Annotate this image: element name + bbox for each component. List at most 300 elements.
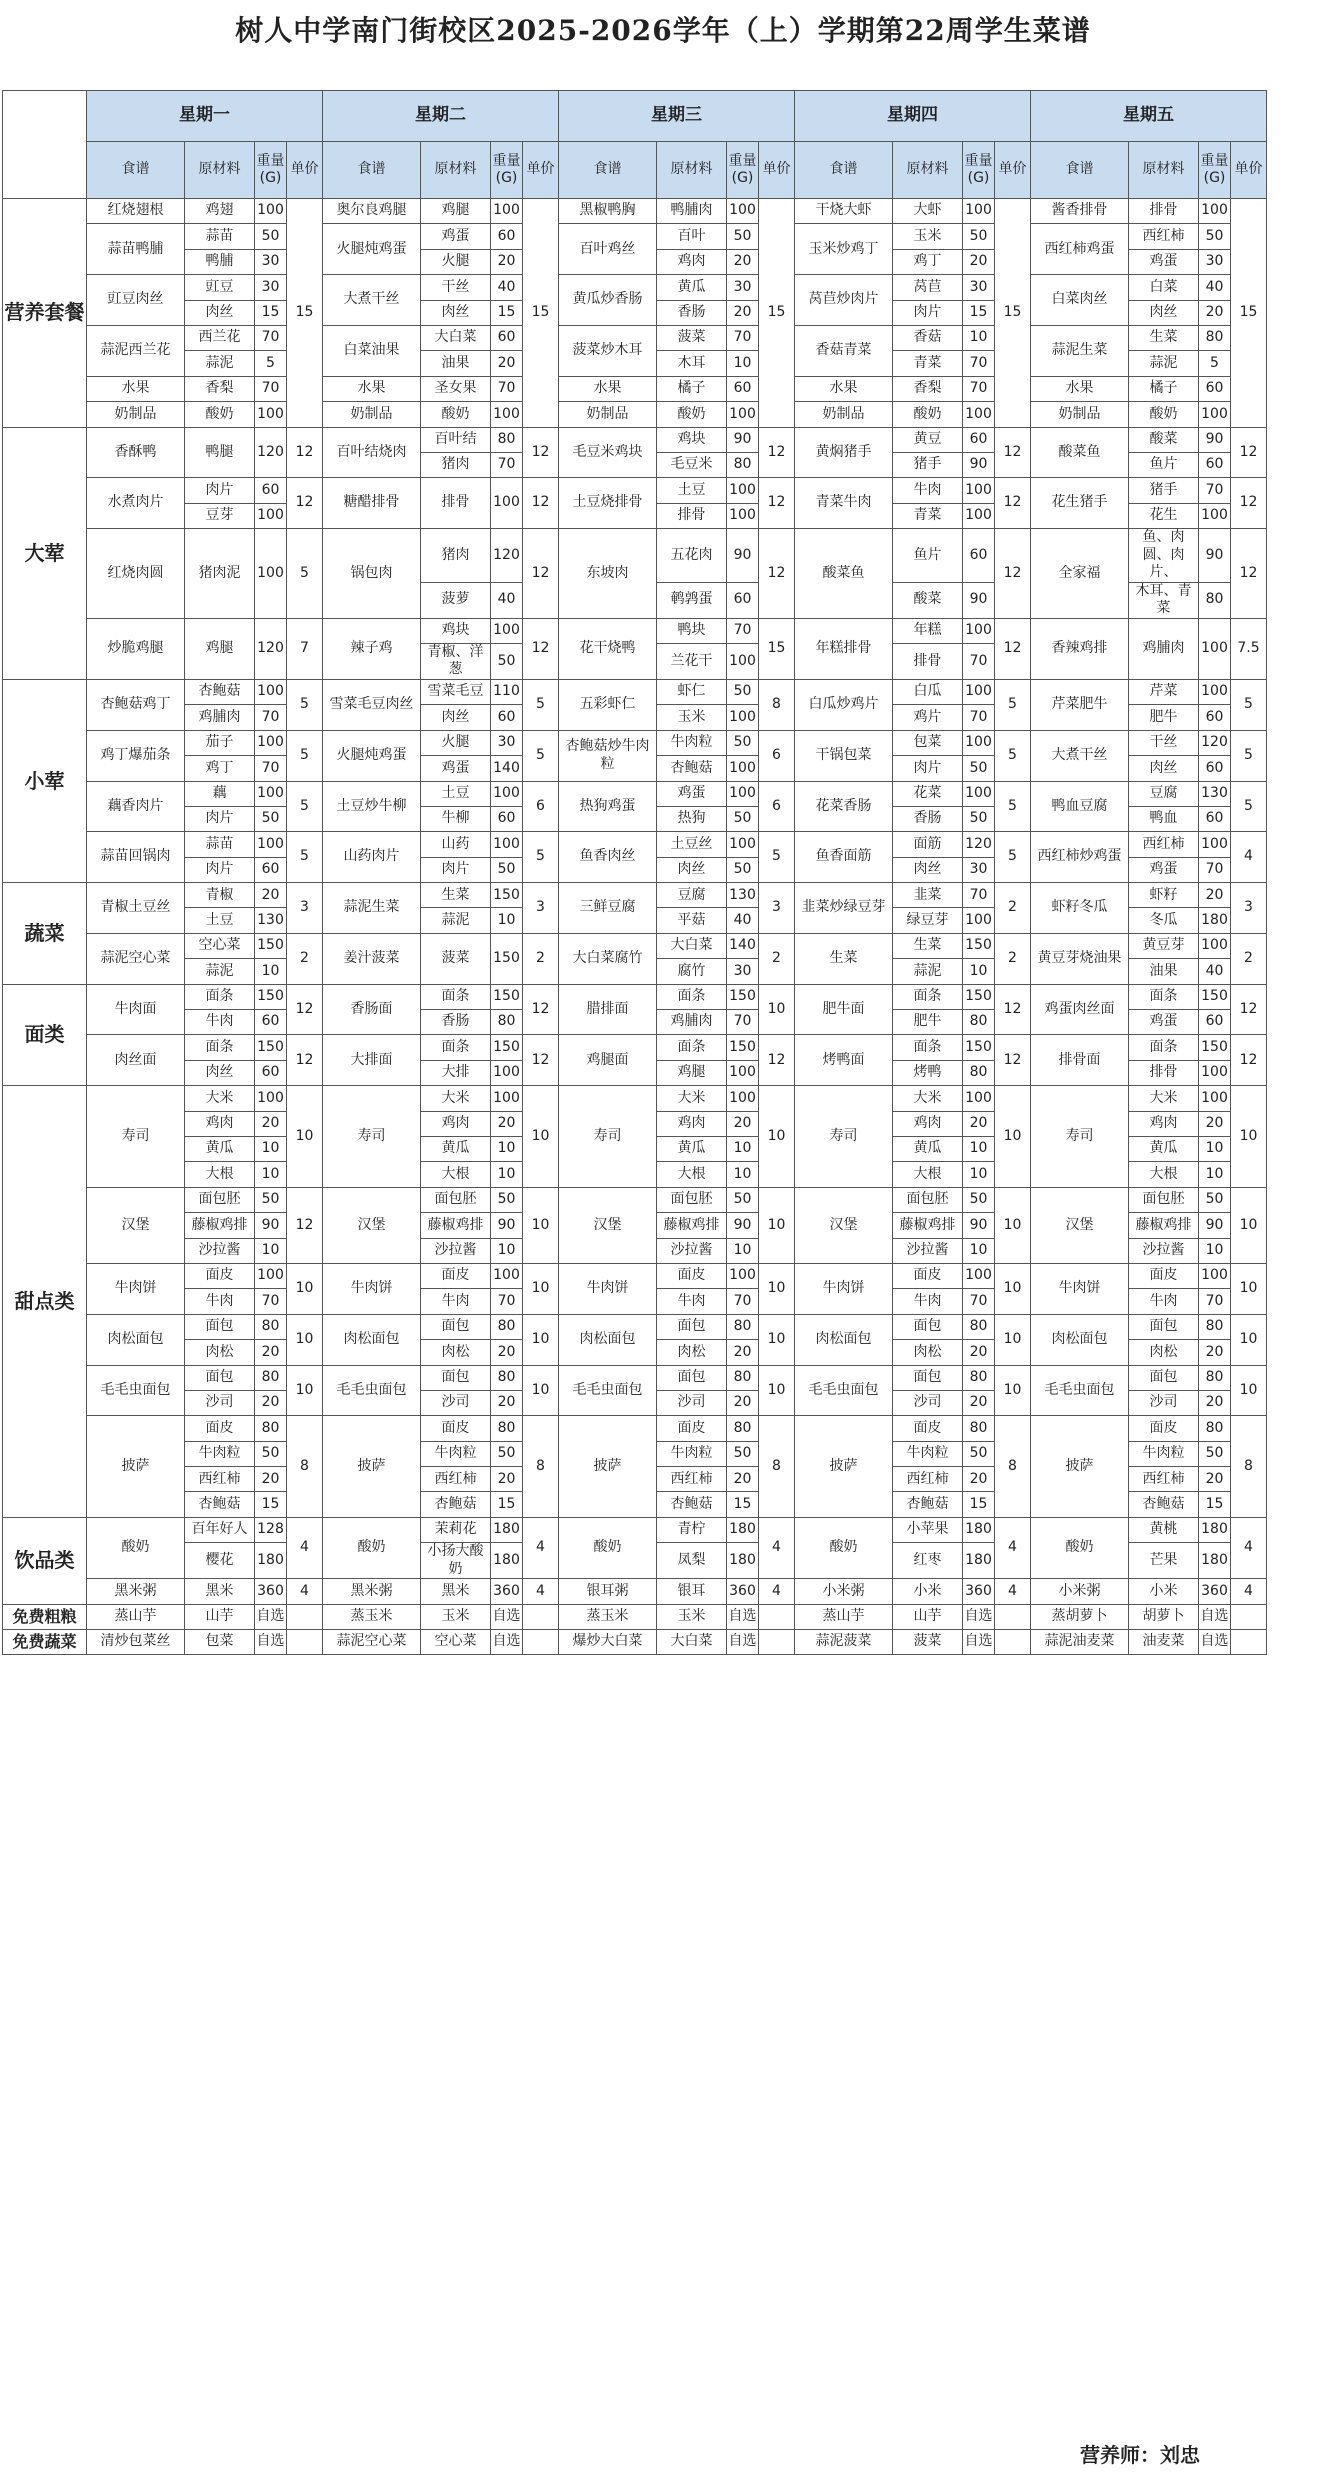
ingredient: 樱花 [185, 1543, 255, 1579]
ingredient: 肉丝 [657, 857, 727, 882]
price: 12 [995, 529, 1031, 619]
dish-name: 五彩虾仁 [559, 679, 657, 730]
ingredient: 肉丝 [1129, 300, 1199, 325]
dish-name: 排骨面 [1031, 1035, 1129, 1086]
price: 12 [1231, 984, 1267, 1035]
weight: 100 [963, 679, 995, 704]
weight: 150 [255, 1035, 287, 1060]
weight: 180 [491, 1517, 523, 1542]
weight: 100 [1199, 1263, 1231, 1288]
weight: 20 [727, 1340, 759, 1365]
table-row [3, 1035, 1267, 1060]
weight: 100 [963, 730, 995, 755]
weight: 80 [491, 1416, 523, 1441]
price [995, 1604, 1031, 1629]
price: 10 [759, 1187, 795, 1263]
dish-name: 辣子鸡 [323, 618, 421, 679]
weight: 自选 [963, 1604, 995, 1629]
ingredient: 面包 [893, 1365, 963, 1390]
weight: 10 [255, 1137, 287, 1162]
ingredient: 鸡肉 [1129, 1111, 1199, 1136]
ingredient: 面包 [421, 1314, 491, 1339]
weight: 20 [1199, 1111, 1231, 1136]
weight: 70 [963, 705, 995, 730]
price: 4 [287, 1517, 323, 1578]
ingredient: 面皮 [657, 1263, 727, 1288]
ingredient: 牛肉粒 [657, 1441, 727, 1466]
ingredient: 土豆 [657, 478, 727, 503]
ingredient: 鸡蛋 [421, 756, 491, 781]
dish-name: 锅包肉 [323, 529, 421, 619]
dish-name: 黄瓜炒香肠 [559, 275, 657, 326]
price: 2 [287, 933, 323, 984]
dish-name: 汉堡 [559, 1187, 657, 1263]
weight: 180 [1199, 908, 1231, 933]
ingredient: 牛肉 [185, 1289, 255, 1314]
table-row [3, 781, 1267, 806]
weight: 100 [963, 1086, 995, 1111]
ingredient: 猪手 [893, 452, 963, 477]
price: 12 [287, 478, 323, 529]
dish-name: 蒜泥油麦菜 [1031, 1630, 1129, 1655]
dish-name: 爆炒大白菜 [559, 1630, 657, 1655]
weight: 90 [727, 427, 759, 452]
ingredient: 青椒 [185, 883, 255, 908]
weight: 110 [491, 679, 523, 704]
weight: 10 [727, 1137, 759, 1162]
weight: 50 [727, 806, 759, 831]
dish-name: 蒜泥生菜 [1031, 325, 1129, 376]
ingredient: 西兰花 [185, 325, 255, 350]
column-header: 单价 [759, 142, 795, 199]
price: 5 [523, 730, 559, 781]
weight: 130 [255, 908, 287, 933]
ingredient: 油果 [1129, 959, 1199, 984]
weight: 70 [491, 452, 523, 477]
ingredient: 鸡块 [421, 618, 491, 643]
price [995, 1630, 1031, 1655]
dish-name: 奶制品 [795, 402, 893, 427]
ingredient: 面包 [185, 1314, 255, 1339]
price: 12 [523, 618, 559, 679]
ingredient: 牛肉 [421, 1289, 491, 1314]
weight: 80 [727, 1416, 759, 1441]
ingredient: 黄瓜 [1129, 1137, 1199, 1162]
menu-table [2, 90, 1267, 1655]
weight: 90 [727, 529, 759, 583]
weight: 80 [491, 427, 523, 452]
dish-name: 寿司 [795, 1086, 893, 1188]
ingredient: 空心菜 [421, 1630, 491, 1655]
weight: 90 [1199, 529, 1231, 583]
weight: 100 [727, 402, 759, 427]
ingredient: 酸奶 [185, 402, 255, 427]
dish-name: 白菜油果 [323, 325, 421, 376]
ingredient: 面包胚 [657, 1187, 727, 1212]
ingredient: 面包胚 [893, 1187, 963, 1212]
dish-name: 肉松面包 [1031, 1314, 1129, 1365]
ingredient: 山芋 [893, 1604, 963, 1629]
dish-name: 牛肉饼 [795, 1263, 893, 1314]
weight: 40 [1199, 959, 1231, 984]
dish-name: 肉丝面 [87, 1035, 185, 1086]
ingredient: 莴苣 [893, 275, 963, 300]
weight: 20 [727, 249, 759, 274]
ingredient: 鸡腿 [657, 1060, 727, 1085]
weight: 100 [963, 199, 995, 224]
ingredient: 五花肉 [657, 529, 727, 583]
dish-name: 莴苣炒肉片 [795, 275, 893, 326]
weight: 70 [255, 705, 287, 730]
weight: 60 [1199, 756, 1231, 781]
ingredient: 鸡腿 [421, 199, 491, 224]
dish-name: 生菜 [795, 933, 893, 984]
weight: 30 [491, 730, 523, 755]
ingredient: 青椒、洋葱 [421, 643, 491, 679]
price: 12 [995, 618, 1031, 679]
ingredient: 藤椒鸡排 [893, 1213, 963, 1238]
ingredient: 藤椒鸡排 [657, 1213, 727, 1238]
price: 10 [995, 1187, 1031, 1263]
dish-name: 披萨 [323, 1416, 421, 1518]
weight: 70 [255, 325, 287, 350]
weight: 100 [963, 402, 995, 427]
dish-name: 银耳粥 [559, 1579, 657, 1604]
dish-name: 披萨 [559, 1416, 657, 1518]
ingredient: 牛肉粒 [657, 730, 727, 755]
ingredient: 肉丝 [185, 300, 255, 325]
weight: 50 [491, 857, 523, 882]
price: 5 [1231, 730, 1267, 781]
dish-name: 披萨 [1031, 1416, 1129, 1518]
weight: 10 [963, 1238, 995, 1263]
table-row [3, 199, 1267, 224]
day-header: 星期二 [323, 91, 559, 142]
weight: 10 [1199, 1238, 1231, 1263]
ingredient: 大根 [185, 1162, 255, 1187]
price: 10 [1231, 1365, 1267, 1416]
dish-name: 毛毛虫面包 [1031, 1365, 1129, 1416]
dish-name: 蒜苗回锅肉 [87, 832, 185, 883]
dish-name: 青菜牛肉 [795, 478, 893, 529]
dish-name: 花干烧鸭 [559, 618, 657, 679]
ingredient: 西红柿 [657, 1467, 727, 1492]
weight: 360 [963, 1579, 995, 1604]
weight: 20 [1199, 300, 1231, 325]
weight: 80 [1199, 325, 1231, 350]
weight: 15 [255, 1492, 287, 1517]
ingredient: 沙拉酱 [657, 1238, 727, 1263]
dish-name: 鸡丁爆茄条 [87, 730, 185, 781]
weight: 80 [963, 1060, 995, 1085]
day-header: 星期五 [1031, 91, 1267, 142]
weight: 100 [255, 529, 287, 619]
dish-name: 清炒包菜丝 [87, 1630, 185, 1655]
weight: 自选 [1199, 1604, 1231, 1629]
weight: 10 [963, 325, 995, 350]
ingredient: 黄瓜 [893, 1137, 963, 1162]
weight: 100 [727, 1263, 759, 1288]
dish-name: 鸡蛋肉丝面 [1031, 984, 1129, 1035]
dish-name: 菠菜炒木耳 [559, 325, 657, 376]
price: 3 [759, 883, 795, 934]
weight: 70 [727, 1289, 759, 1314]
weight: 80 [255, 1416, 287, 1441]
ingredient: 酸奶 [421, 402, 491, 427]
weight: 180 [1199, 1517, 1231, 1542]
weight: 20 [963, 1390, 995, 1415]
ingredient: 排骨 [657, 503, 727, 528]
ingredient: 大根 [893, 1162, 963, 1187]
day-header: 星期三 [559, 91, 795, 142]
dish-name: 黑米粥 [87, 1579, 185, 1604]
weight: 60 [1199, 806, 1231, 831]
price: 3 [287, 883, 323, 934]
weight: 40 [727, 908, 759, 933]
ingredient: 鸭脯肉 [657, 199, 727, 224]
ingredient: 生菜 [1129, 325, 1199, 350]
price: 12 [995, 427, 1031, 478]
dish-name: 火腿炖鸡蛋 [323, 730, 421, 781]
weight: 50 [727, 730, 759, 755]
header-corner [3, 91, 87, 199]
weight: 10 [727, 1238, 759, 1263]
weight: 70 [963, 643, 995, 679]
price: 4 [1231, 1579, 1267, 1604]
weight: 60 [963, 529, 995, 583]
ingredient: 黄桃 [1129, 1517, 1199, 1542]
ingredient: 肉松 [1129, 1340, 1199, 1365]
ingredient: 肥牛 [1129, 705, 1199, 730]
ingredient: 排骨 [893, 643, 963, 679]
ingredient: 小扬大酸奶 [421, 1543, 491, 1579]
weight: 80 [727, 1314, 759, 1339]
weight: 40 [491, 582, 523, 618]
price: 8 [759, 679, 795, 730]
ingredient: 大米 [893, 1086, 963, 1111]
weight: 120 [255, 427, 287, 478]
column-header: 食谱 [559, 142, 657, 199]
ingredient: 蒜泥 [185, 351, 255, 376]
menu-table-wrapper [2, 90, 1267, 1655]
weight: 150 [491, 933, 523, 984]
dish-name: 毛毛虫面包 [795, 1365, 893, 1416]
ingredient: 西红柿 [1129, 224, 1199, 249]
weight: 80 [727, 452, 759, 477]
ingredient: 牛肉 [657, 1289, 727, 1314]
price: 12 [995, 1035, 1031, 1086]
table-row [3, 1579, 1267, 1604]
ingredient: 杏鲍菇 [421, 1492, 491, 1517]
weight: 50 [727, 224, 759, 249]
dish-name: 牛肉饼 [1031, 1263, 1129, 1314]
ingredient: 土豆丝 [657, 832, 727, 857]
ingredient: 牛肉 [185, 1010, 255, 1035]
ingredient: 肉丝 [421, 300, 491, 325]
weight: 70 [963, 883, 995, 908]
ingredient: 豆腐 [1129, 781, 1199, 806]
price: 12 [287, 427, 323, 478]
ingredient: 鸡腿 [185, 618, 255, 679]
ingredient: 鸡脯肉 [657, 1010, 727, 1035]
ingredient: 橘子 [1129, 376, 1199, 401]
weight: 50 [491, 643, 523, 679]
weight: 150 [1199, 1035, 1231, 1060]
ingredient: 蒜苗 [185, 224, 255, 249]
table-row [3, 1365, 1267, 1390]
ingredient: 面皮 [1129, 1263, 1199, 1288]
weight: 50 [1199, 1187, 1231, 1212]
price: 7.5 [1231, 618, 1267, 679]
dish-name: 蒸玉米 [559, 1604, 657, 1629]
column-header: 单价 [995, 142, 1031, 199]
weight: 100 [963, 781, 995, 806]
weight: 80 [963, 1314, 995, 1339]
ingredient: 鸡片 [893, 705, 963, 730]
dish-name: 奶制品 [559, 402, 657, 427]
ingredient: 杏鲍菇 [657, 756, 727, 781]
weight: 90 [963, 1213, 995, 1238]
ingredient: 面包 [185, 1365, 255, 1390]
ingredient: 黑米 [421, 1579, 491, 1604]
weight: 70 [255, 1289, 287, 1314]
table-row [3, 275, 1267, 300]
ingredient: 肉松 [421, 1340, 491, 1365]
category-label: 大荤 [3, 427, 87, 679]
ingredient: 藤椒鸡排 [1129, 1213, 1199, 1238]
ingredient: 西红柿 [185, 1467, 255, 1492]
price: 5 [1231, 679, 1267, 730]
price: 2 [995, 933, 1031, 984]
ingredient: 土豆 [185, 908, 255, 933]
price: 10 [995, 1086, 1031, 1188]
weight: 40 [491, 275, 523, 300]
price: 3 [523, 883, 559, 934]
weight: 10 [727, 1162, 759, 1187]
dish-name: 蒜泥空心菜 [323, 1630, 421, 1655]
dish-name: 蒸山芋 [795, 1604, 893, 1629]
table-row [3, 679, 1267, 704]
weight: 100 [727, 705, 759, 730]
weight: 20 [255, 1390, 287, 1415]
price: 4 [759, 1579, 795, 1604]
table-row [3, 1630, 1267, 1655]
price [1231, 1604, 1267, 1629]
column-header: 重量(G) [963, 142, 995, 199]
weight: 20 [727, 1111, 759, 1136]
dish-name: 土豆烧排骨 [559, 478, 657, 529]
dish-name: 水果 [795, 376, 893, 401]
ingredient: 大根 [421, 1162, 491, 1187]
column-header: 重量(G) [491, 142, 523, 199]
table-row [3, 478, 1267, 503]
ingredient: 面包胚 [185, 1187, 255, 1212]
weight: 30 [255, 249, 287, 274]
weight: 20 [727, 1390, 759, 1415]
price [1231, 1630, 1267, 1655]
weight: 60 [1199, 1010, 1231, 1035]
ingredient: 面包 [1129, 1314, 1199, 1339]
ingredient: 酸奶 [657, 402, 727, 427]
weight: 70 [255, 376, 287, 401]
weight: 360 [727, 1579, 759, 1604]
ingredient: 面条 [657, 984, 727, 1009]
weight: 150 [727, 1035, 759, 1060]
price: 5 [995, 730, 1031, 781]
column-header: 重量(G) [1199, 142, 1231, 199]
ingredient: 肉丝 [421, 705, 491, 730]
weight: 100 [963, 908, 995, 933]
weight: 80 [1199, 1314, 1231, 1339]
price: 4 [1231, 832, 1267, 883]
weight: 50 [491, 1441, 523, 1466]
weight: 100 [255, 832, 287, 857]
ingredient: 沙司 [185, 1390, 255, 1415]
ingredient: 藕 [185, 781, 255, 806]
table-row [3, 730, 1267, 755]
ingredient: 平菇 [657, 908, 727, 933]
price: 10 [523, 1263, 559, 1314]
weight: 自选 [1199, 1630, 1231, 1655]
weight: 50 [727, 679, 759, 704]
weight: 150 [491, 883, 523, 908]
ingredient: 沙拉酱 [1129, 1238, 1199, 1263]
price: 8 [1231, 1416, 1267, 1518]
dish-name: 肉松面包 [559, 1314, 657, 1365]
price: 7 [287, 618, 323, 679]
weight: 10 [727, 351, 759, 376]
ingredient: 牛肉粒 [893, 1441, 963, 1466]
price: 10 [995, 1314, 1031, 1365]
dish-name: 烤鸭面 [795, 1035, 893, 1086]
weight: 10 [491, 1137, 523, 1162]
dish-name: 韭菜炒绿豆芽 [795, 883, 893, 934]
ingredient: 蒜泥 [185, 959, 255, 984]
price: 12 [287, 984, 323, 1035]
ingredient: 西红柿 [421, 1467, 491, 1492]
price: 10 [287, 1263, 323, 1314]
ingredient: 鸡丁 [893, 249, 963, 274]
ingredient: 黄瓜 [657, 1137, 727, 1162]
ingredient: 玉米 [657, 1604, 727, 1629]
ingredient: 大根 [657, 1162, 727, 1187]
ingredient: 面包 [657, 1314, 727, 1339]
weight: 80 [727, 1365, 759, 1390]
ingredient: 豆腐 [657, 883, 727, 908]
weight: 80 [491, 1314, 523, 1339]
weight: 150 [963, 933, 995, 958]
dish-name: 鱼香面筋 [795, 832, 893, 883]
weight: 100 [491, 1086, 523, 1111]
category-label: 小荤 [3, 679, 87, 882]
table-row [3, 427, 1267, 452]
weight: 20 [963, 1111, 995, 1136]
price: 10 [1231, 1314, 1267, 1365]
ingredient: 大米 [185, 1086, 255, 1111]
weight: 30 [1199, 249, 1231, 274]
price: 5 [287, 730, 323, 781]
dish-name: 汉堡 [323, 1187, 421, 1263]
ingredient: 鸡脯肉 [185, 705, 255, 730]
weight: 20 [1199, 1467, 1231, 1492]
price [287, 1604, 323, 1629]
dish-name: 水果 [1031, 376, 1129, 401]
ingredient: 兰花干 [657, 643, 727, 679]
ingredient: 面条 [893, 1035, 963, 1060]
ingredient: 包菜 [185, 1630, 255, 1655]
weight: 70 [255, 756, 287, 781]
ingredient: 木耳、青菜 [1129, 582, 1199, 618]
